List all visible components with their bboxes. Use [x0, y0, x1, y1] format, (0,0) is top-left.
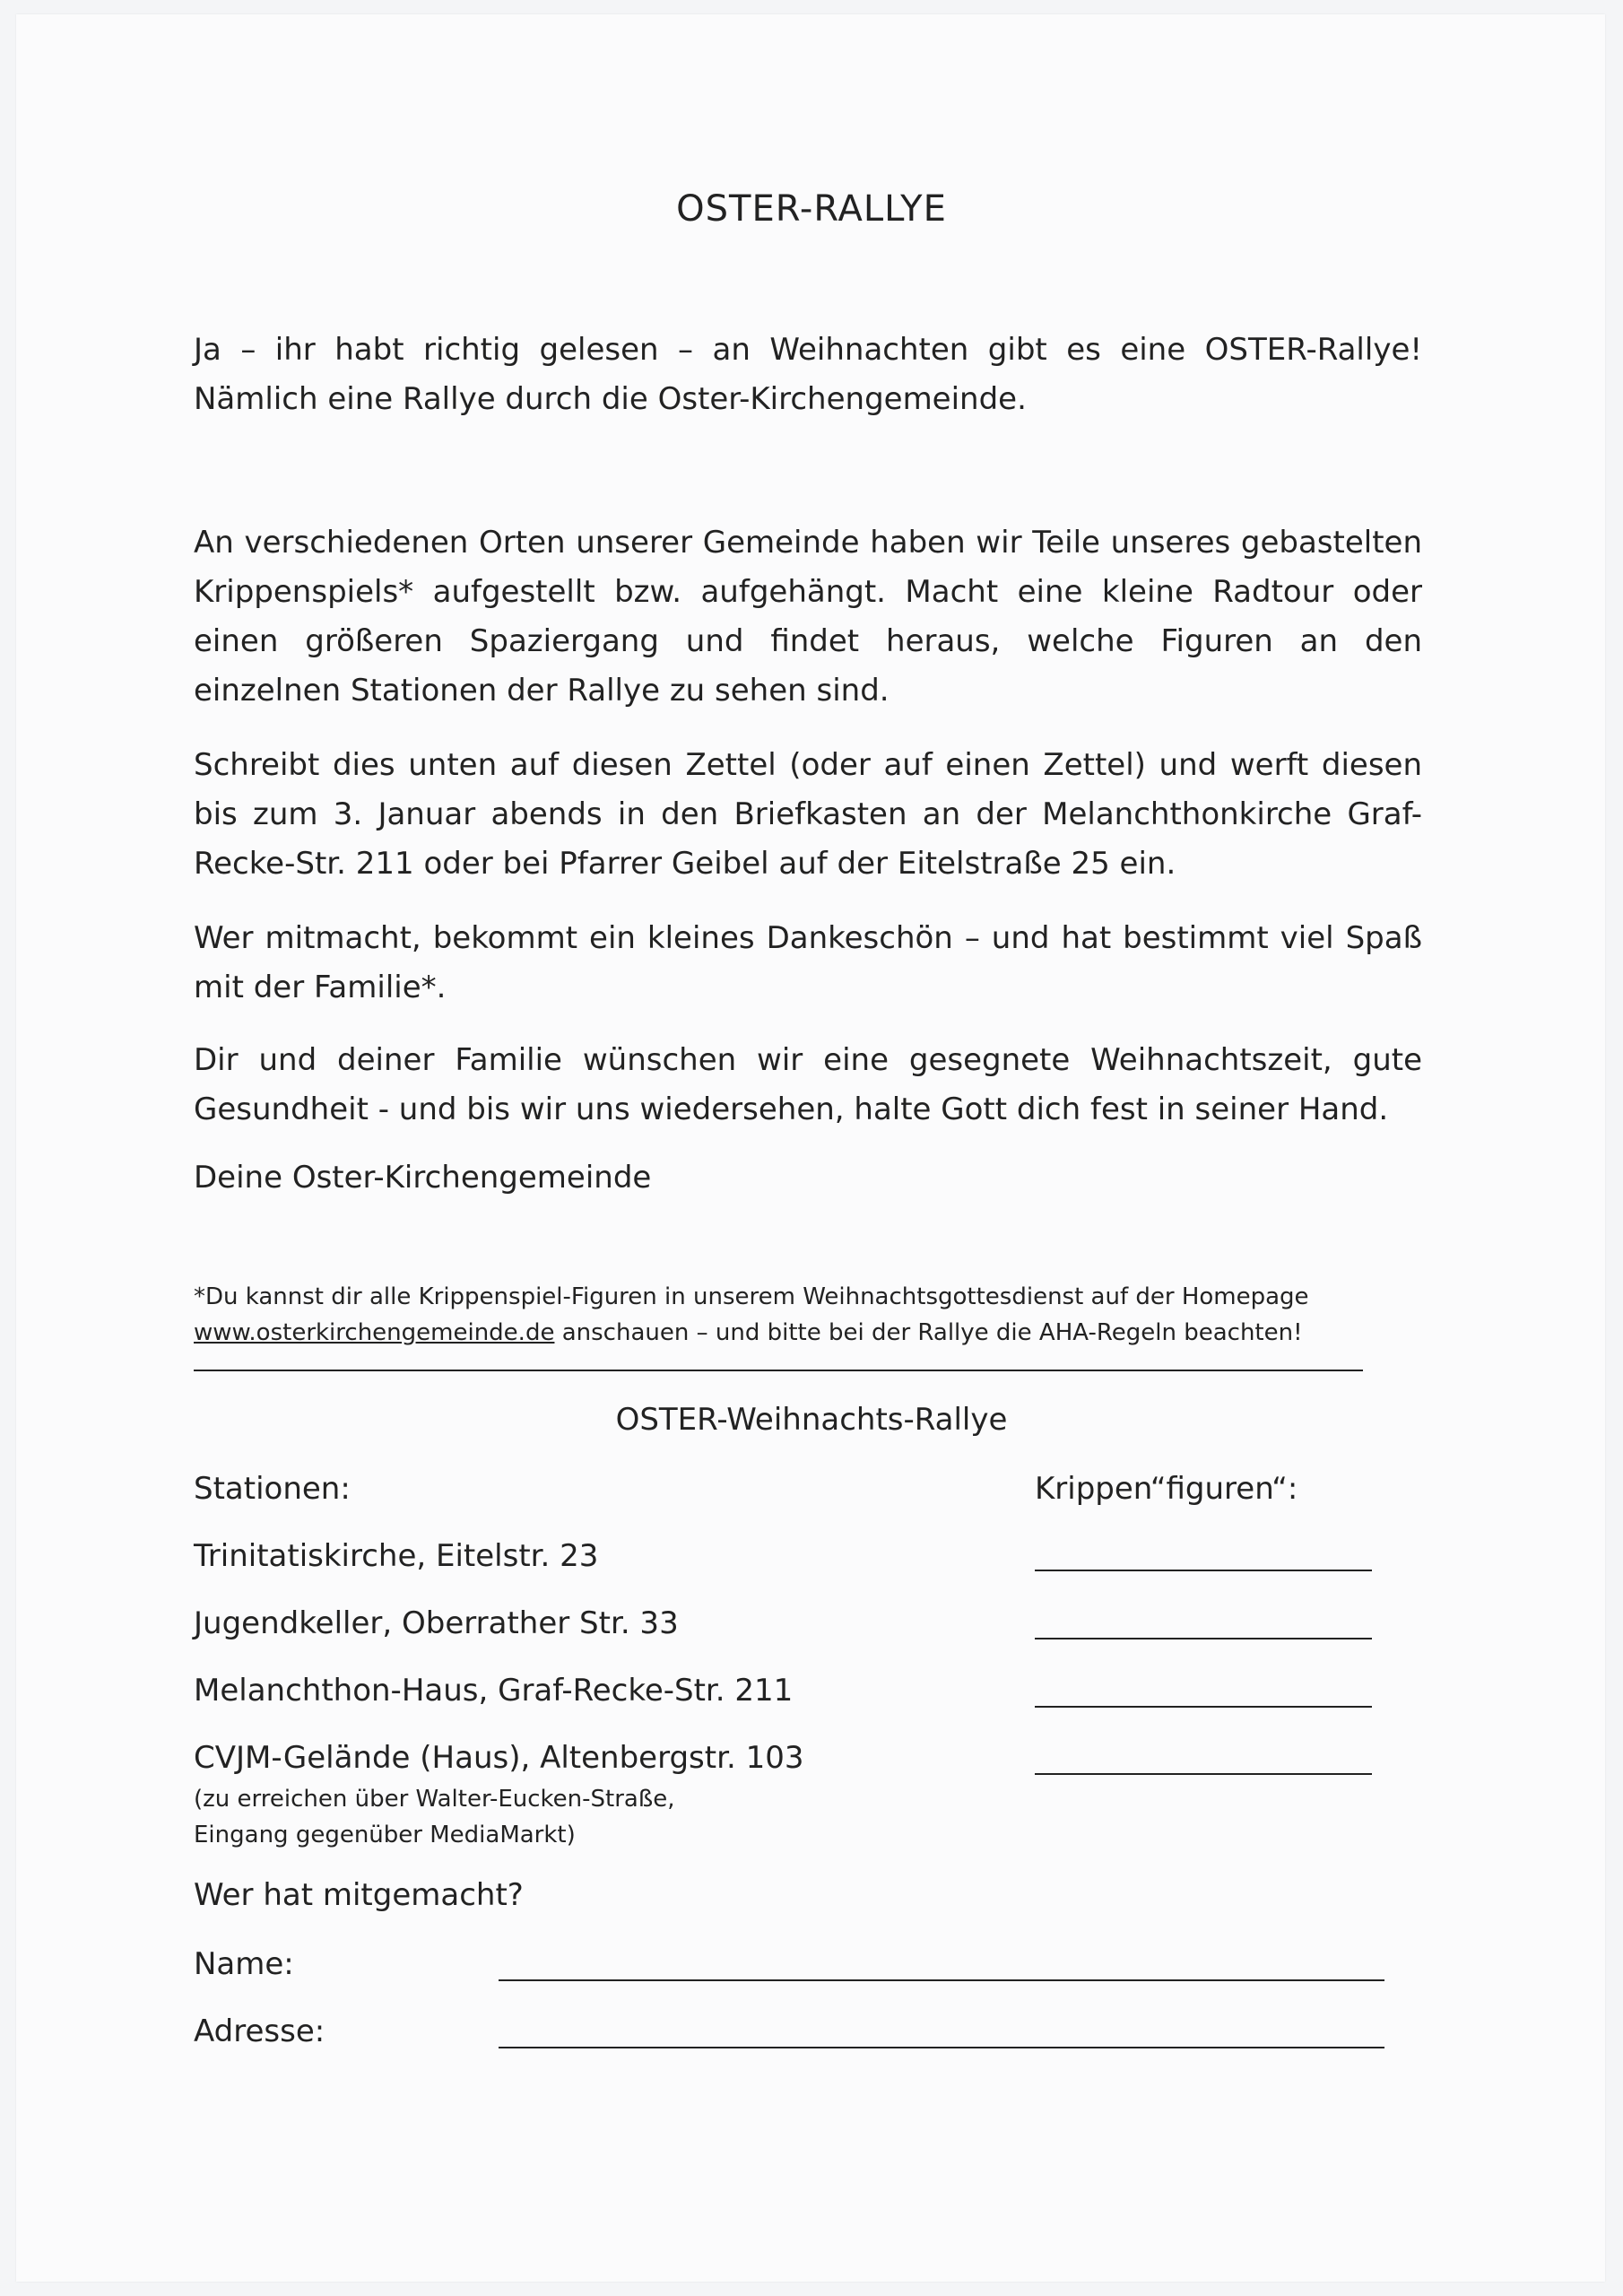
address-label: Adresse:: [194, 2013, 325, 2049]
footnote-line-2: anschauen – und bitte bei der Rallye die AHA-Regeln beachten!: [554, 1319, 1303, 1346]
stations-header: Stationen:: [194, 1471, 351, 1507]
submission-paragraph: Schreibt dies unten auf diesen Zettel (oder auf einen Zettel) und werft diesen bis zum 3. Januar abends in den Briefkasten an der Melanchthonkirche Graf-Recke-Str. 211 oder bei Pfarrer Geibel auf der Eitelstraße 25 ein.: [194, 747, 1422, 882]
figure-answer-line-2[interactable]: [1035, 1638, 1372, 1639]
station-4-note-2: Eingang gegenüber MediaMarkt): [194, 1822, 576, 1848]
footnote: [194, 1279, 1476, 1351]
blessing-paragraph: Dir und deiner Familie wünschen wir eine gesegnete Weihnachtszeit, gute Gesundheit - und bis wir uns wiedersehen, halte Gott dich fest in seiner Hand.: [194, 1042, 1422, 1127]
station-4-note-1: (zu erreichen über Walter-Eucken-Straße,: [194, 1786, 675, 1813]
station-3: Melanchthon-Haus, Graf-Recke-Str. 211: [194, 1673, 794, 1709]
station-1: Trinitatiskirche, Eitelstr. 23: [194, 1538, 599, 1574]
figure-answer-line-1[interactable]: [1035, 1570, 1372, 1571]
figure-answer-line-4[interactable]: [1035, 1773, 1372, 1775]
figure-answer-line-3[interactable]: [1035, 1706, 1372, 1708]
form-subtitle: OSTER-Weihnachts-Rallye: [615, 1402, 1008, 1438]
reward-paragraph: Wer mitmacht, bekommt ein kleines Dankeschön – und hat bestimmt viel Spaß mit der Familie*.: [194, 920, 1422, 1005]
name-input-line[interactable]: [499, 1979, 1384, 1981]
participants-question: Wer hat mitgemacht?: [194, 1877, 524, 1913]
footnote-line-1: *Du kannst dir alle Krippenspiel-Figuren in unserem Weihnachtsgottesdienst auf der Homepage: [194, 1283, 1309, 1310]
name-label: Name:: [194, 1946, 294, 1982]
station-2: Jugendkeller, Oberrather Str. 33: [194, 1605, 679, 1641]
station-4: CVJM-Gelände (Haus), Altenbergstr. 103: [194, 1740, 804, 1776]
address-input-line[interactable]: [499, 2047, 1384, 2048]
intro-paragraph: Ja – ihr habt richtig gelesen – an Weihnachten gibt es eine OSTER-Rallye! Nämlich eine Rallye durch die Oster-Kirchengemeinde.: [194, 332, 1422, 417]
signature-line: Deine Oster-Kirchengemeinde: [194, 1160, 652, 1196]
separator-line: [194, 1370, 1363, 1371]
homepage-link[interactable]: www.osterkirchengemeinde.de: [194, 1319, 555, 1346]
document-title: OSTER-RALLYE: [676, 188, 947, 230]
instructions-paragraph: An verschiedenen Orten unserer Gemeinde haben wir Teile unseres gebastelten Krippenspiels* aufgestellt bzw. aufgehängt. Macht eine kleine Radtour oder einen größeren Spaziergang und findet heraus, welche Figuren an den einzelnen Stationen der Rallye zu sehen sind.: [194, 525, 1422, 709]
figures-header: Krippen“figuren“:: [1035, 1471, 1298, 1507]
